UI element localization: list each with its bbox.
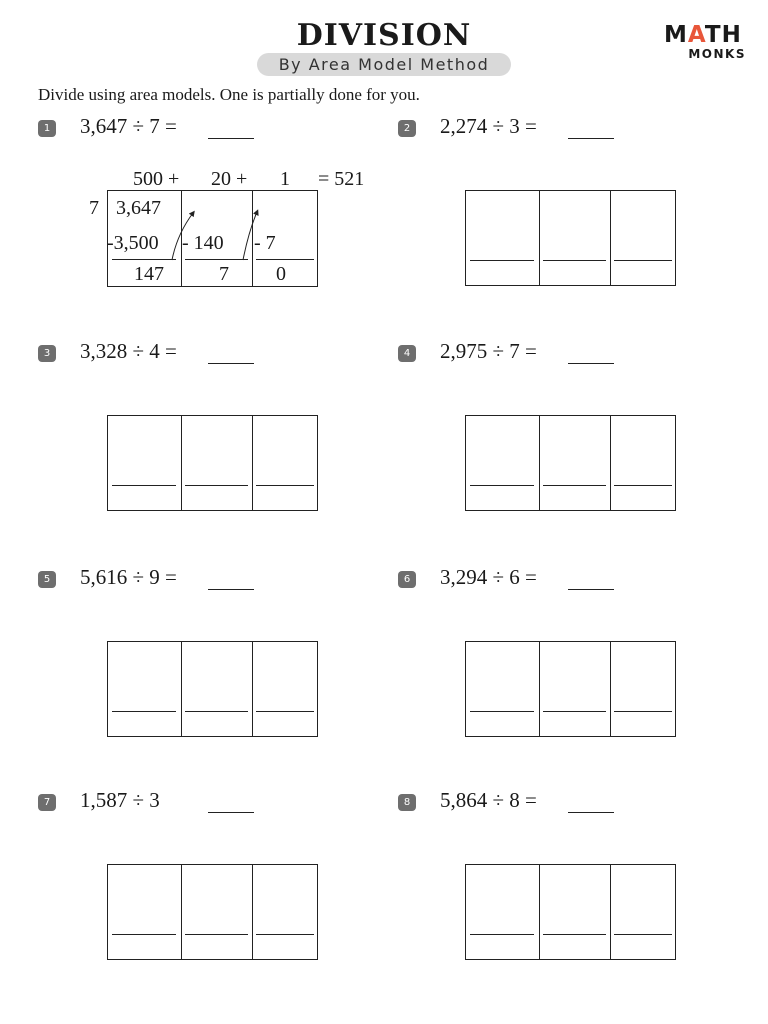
answer-line [614, 934, 672, 935]
grid-divider [539, 865, 540, 959]
area-model-grid-7[interactable] [107, 864, 318, 960]
partial-quotient-1: 500 + [133, 168, 180, 190]
answer-line [543, 711, 606, 712]
subtraction-line [185, 259, 248, 260]
answer-line [543, 934, 606, 935]
answer-line [543, 485, 606, 486]
grid-divider [610, 191, 611, 285]
worksheet-subtitle: By Area Model Method [257, 53, 511, 76]
area-model-grid-4[interactable] [465, 415, 676, 511]
problem-expression: 3,328 ÷ 4 = [80, 339, 177, 363]
answer-blank[interactable] [208, 363, 254, 364]
logo-letter-m: M [664, 22, 688, 48]
answer-line [185, 711, 248, 712]
logo-letters-th: TH [704, 22, 742, 48]
problem-expression: 2,975 ÷ 7 = [440, 339, 537, 363]
answer-blank[interactable] [568, 138, 614, 139]
subtraction-1: -3,500 [107, 232, 159, 254]
grid-divider [181, 865, 182, 959]
divisor: 7 [89, 197, 99, 219]
worksheet-title: DIVISION [296, 18, 472, 53]
grid-divider [252, 865, 253, 959]
answer-line [185, 485, 248, 486]
problem-expression: 5,864 ÷ 8 = [440, 788, 537, 812]
logo-subtext: MONKS [688, 47, 746, 61]
answer-blank[interactable] [568, 589, 614, 590]
answer-line [470, 260, 534, 261]
problem-number-badge: 2 [398, 120, 416, 137]
problem-number-badge: 1 [38, 120, 56, 137]
answer-line [185, 934, 248, 935]
problem-expression: 3,647 ÷ 7 = [80, 114, 177, 138]
area-model-grid-5[interactable] [107, 641, 318, 737]
subtraction-2: - 140 [182, 232, 224, 254]
answer-blank[interactable] [208, 138, 254, 139]
answer-blank[interactable] [568, 363, 614, 364]
instructions-text: Divide using area models. One is partially done for you. [38, 85, 420, 104]
answer-line [614, 260, 672, 261]
problem-expression: 1,587 ÷ 3 [80, 788, 160, 812]
answer-line [112, 711, 176, 712]
problem-number-badge: 7 [38, 794, 56, 811]
answer-line [614, 711, 672, 712]
grid-divider [181, 416, 182, 510]
grid-divider [181, 642, 182, 736]
grid-divider [610, 865, 611, 959]
problem-number-badge: 3 [38, 345, 56, 362]
grid-divider [610, 642, 611, 736]
logo-wordmark [664, 22, 742, 48]
answer-blank[interactable] [208, 812, 254, 813]
remainder-1: 147 [134, 263, 164, 285]
area-model-grid-8[interactable] [465, 864, 676, 960]
problem-expression: 2,274 ÷ 3 = [440, 114, 537, 138]
problem-expression: 5,616 ÷ 9 = [80, 565, 177, 589]
final-quotient: = 521 [318, 168, 365, 190]
grid-divider [539, 642, 540, 736]
partial-quotient-2: 20 + [211, 168, 248, 190]
area-model-grid-3[interactable] [107, 415, 318, 511]
answer-line [470, 485, 534, 486]
answer-line [256, 485, 314, 486]
grid-divider [252, 642, 253, 736]
answer-blank[interactable] [568, 812, 614, 813]
area-model-grid-2[interactable] [465, 190, 676, 286]
answer-line [543, 260, 606, 261]
remainder-2: 7 [219, 263, 229, 285]
subtraction-line [112, 259, 176, 260]
grid-divider [539, 416, 540, 510]
answer-blank[interactable] [208, 589, 254, 590]
answer-line [614, 485, 672, 486]
grid-divider [252, 191, 253, 286]
dividend: 3,647 [116, 197, 161, 219]
problem-number-badge: 4 [398, 345, 416, 362]
answer-line [256, 711, 314, 712]
problem-expression: 3,294 ÷ 6 = [440, 565, 537, 589]
area-model-grid-6[interactable] [465, 641, 676, 737]
subtraction-3: - 7 [254, 232, 276, 254]
answer-line [470, 934, 534, 935]
partial-quotient-3: 1 [280, 168, 290, 190]
answer-line [470, 711, 534, 712]
grid-divider [610, 416, 611, 510]
grid-divider [539, 191, 540, 285]
problem-number-badge: 5 [38, 571, 56, 588]
answer-line [256, 934, 314, 935]
remainder-3: 0 [276, 263, 286, 285]
answer-line [112, 485, 176, 486]
math-monks-logo [664, 22, 748, 62]
subtraction-line [256, 259, 314, 260]
grid-divider [252, 416, 253, 510]
answer-line [112, 934, 176, 935]
problem-number-badge: 8 [398, 794, 416, 811]
problem-number-badge: 6 [398, 571, 416, 588]
logo-letter-a: A [687, 22, 705, 48]
